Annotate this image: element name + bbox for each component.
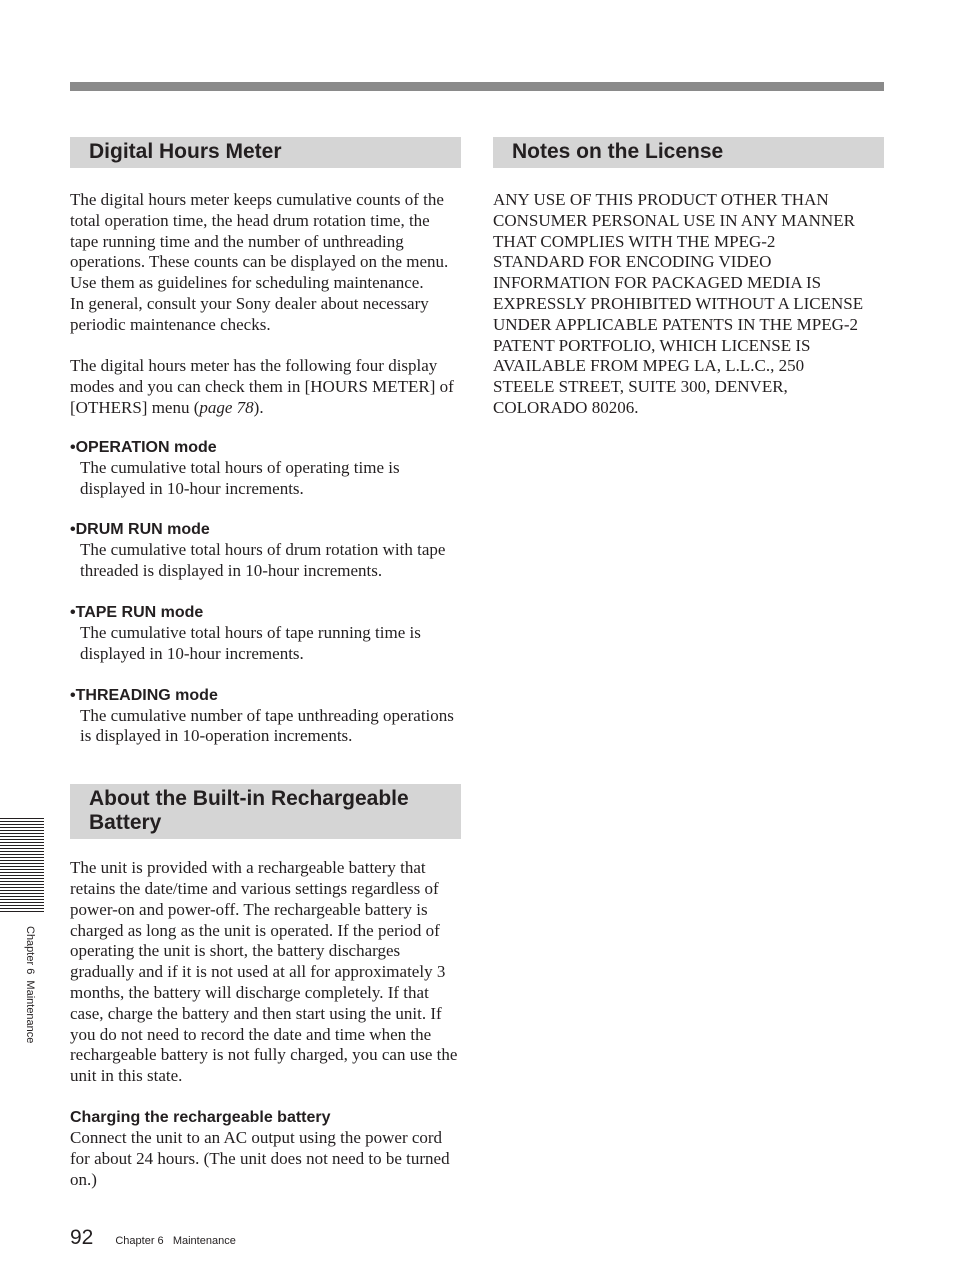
page-footer — [70, 1226, 236, 1250]
section-heading-digital-hours-meter: Digital Hours Meter — [70, 137, 461, 168]
license-line: INFORMATION FOR PACKAGED MEDIA IS — [493, 273, 822, 293]
license-text — [493, 190, 884, 419]
page-reference: page 78 — [199, 397, 254, 417]
mode-description: The cumulative total hours of drum rotation with tape threaded is displayed in 10-hour increments. — [80, 540, 446, 581]
mode-item — [70, 520, 461, 582]
mode-title: •THREADING mode — [70, 686, 218, 704]
license-line: EXPRESSLY PROHIBITED WITHOUT A LICENSE — [493, 293, 864, 313]
mode-title: •OPERATION mode — [70, 438, 217, 456]
license-line: AVAILABLE FROM MPEG LA, L.L.C., 250 — [493, 356, 805, 376]
charging-body: Connect the unit to an AC output using the power cord for about 24 hours. (The unit does not need to be turned on.) — [70, 1127, 450, 1189]
license-line: ANY USE OF THIS PRODUCT OTHER THAN — [493, 190, 829, 209]
battery-heading-line-1: About the Built-in Rechargeable — [89, 787, 409, 811]
license-line: UNDER APPLICABLE PATENTS IN THE MPEG-2 — [493, 314, 859, 334]
mode-description: The cumulative total hours of operating time is displayed in 10-hour increments. — [80, 457, 400, 498]
mode-title-text: DRUM RUN mode — [75, 521, 210, 539]
top-rule — [70, 82, 884, 91]
battery-body: The unit is provided with a rechargeable battery that retains the date/time and various settings regardless of power-on and power-off. The rechargeable battery is charged as long as the unit is operated. If the period of operating the unit is short, the battery discharges gradually and if it is not used at all for approximately 3 months, the battery will discharge completely. If that case, charge the battery and then start using the unit. If you do not need to record the date and time when the rechargeable battery is not fully charged, you can use the unit in this state. — [70, 858, 458, 1086]
mode-title-text: TAPE RUN mode — [75, 603, 204, 621]
mode-description: The cumulative total hours of tape running time is displayed in 10-hour increments. — [80, 622, 421, 663]
mode-item — [70, 438, 461, 500]
section-heading-license: Notes on the License — [493, 137, 884, 168]
left-column — [70, 137, 461, 1190]
mode-title-text: OPERATION mode — [75, 438, 217, 456]
license-line: STEELE STREET, SUITE 300, DENVER, — [493, 377, 788, 397]
mode-title: •TAPE RUN mode — [70, 603, 204, 621]
charging-subheading: Charging the rechargeable battery — [70, 1108, 331, 1126]
mode-title: •DRUM RUN mode — [70, 521, 210, 539]
intro-3-text: The digital hours meter has the following four display modes and you can check them in [HOURS METER] of [OTHERS] menu ( — [70, 356, 454, 417]
side-chapter-label: Chapter 6 Maintenance — [24, 926, 36, 1044]
footer-chapter-label: Chapter 6 Maintenance — [115, 1235, 236, 1247]
license-line: CONSUMER PERSONAL USE IN ANY MANNER — [493, 210, 855, 230]
license-line: STANDARD FOR ENCODING VIDEO — [493, 252, 772, 272]
digital-hours-intro-3 — [70, 356, 461, 418]
digital-hours-intro-2: In general, consult your Sony dealer about necessary periodic maintenance checks. — [70, 293, 429, 334]
mode-item — [70, 686, 461, 748]
intro-3-tail: ). — [253, 397, 264, 417]
page-number: 92 — [70, 1226, 94, 1249]
license-line: COLORADO 80206. — [493, 397, 639, 417]
mode-description: The cumulative number of tape unthreading operations is displayed in 10-operation increments. — [80, 705, 454, 746]
mode-item — [70, 603, 461, 665]
license-line: THAT COMPLIES WITH THE MPEG-2 — [493, 231, 776, 251]
section-heading-battery — [70, 784, 461, 839]
chapter-thumb-tab — [0, 818, 44, 914]
battery-heading-line-2: Battery — [89, 811, 162, 835]
digital-hours-intro-1: The digital hours meter keeps cumulative counts of the total operation time, the head drum rotation time, the tape running time and the number of unthreading operations. These counts can be displayed on the menu. Use them as guidelines for scheduling maintenance. — [70, 190, 449, 293]
license-line: PATENT PORTFOLIO, WHICH LICENSE IS — [493, 335, 811, 355]
mode-title-text: THREADING mode — [75, 686, 218, 704]
right-column — [493, 137, 884, 419]
